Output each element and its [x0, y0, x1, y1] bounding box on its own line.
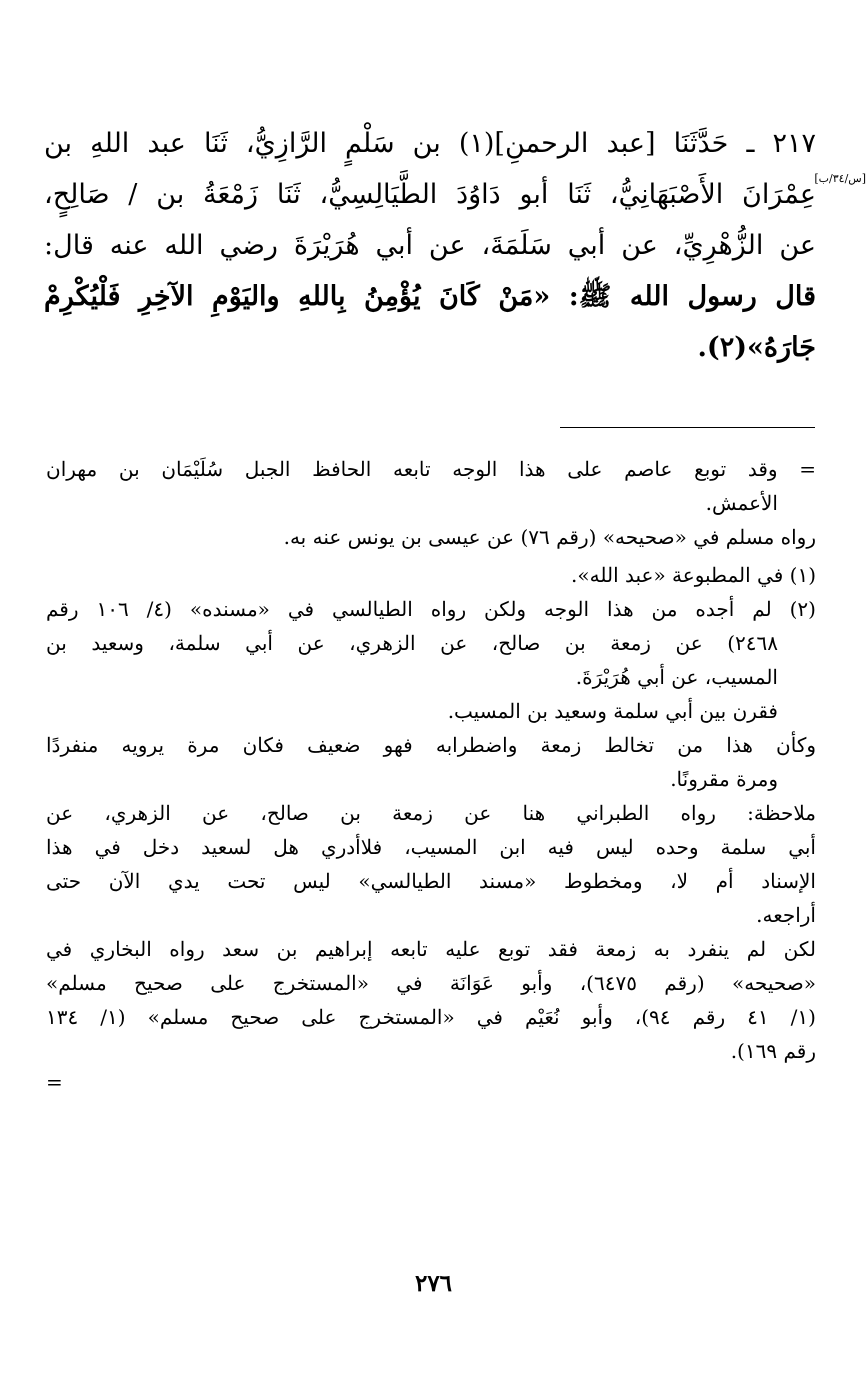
hadith-line-3: عن الزُّهْرِيِّ، عن أبي سَلَمَةَ، عن أبي هُرَيْرَةَ رضي الله عنه قال: — [44, 230, 816, 261]
footnote-2-line-12: «صحيحه» (رقم ٦٤٧٥)، وأبو عَوَانَة في «المستخرج على صحيح مسلم» — [46, 971, 816, 995]
footnote-separator — [560, 427, 815, 428]
hadith-text — [44, 118, 816, 373]
hadith-line-4: قال رسول الله ﷺ: «مَنْ كَانَ يُؤْمِنُ بِاللهِ واليَوْمِ الآخِرِ فَلْيُكْرِمْ — [44, 281, 816, 312]
manuscript-folio-reference: [س/٣٤/ب] — [814, 172, 866, 185]
hadith-line-2: عِمْرَانَ الأَصْبَهَانِيُّ، ثَنَا أبو دَاوُدَ الطَّيَالِسِيُّ، ثَنَا زَمْعَةُ بن / صَالِحٍ، — [44, 179, 816, 210]
footnote-2-line-4: فقرن بين أبي سلمة وسعيد بن المسيب. — [447, 699, 778, 723]
footnote-2-line-1: (٢) لم أجده من هذا الوجه ولكن رواه الطيالسي في «مسنده» (٤/ ١٠٦ رقم — [46, 597, 816, 621]
footnote-2-line-5: وكأن هذا من تخالط زمعة واضطرابه فهو ضعيف فكان مرة يرويه منفردًا — [46, 733, 817, 757]
footnote-2-line-11: لكن لم ينفرد به زمعة فقد توبع عليه تابعه إبراهيم بن سعد رواه البخاري في — [46, 937, 816, 961]
footnote-2-line-14: رقم ١٦٩). — [730, 1039, 816, 1063]
footnote-2-line-6: ومرة مقرونًا. — [670, 767, 778, 791]
footnote-2-line-9: الإسناد أم لا، ومخطوط «مسند الطيالسي» ليس تحت يدي الآن حتى — [46, 869, 816, 893]
page-number: ٢٧٦ — [414, 1270, 453, 1297]
footnote-continuation-line-3: رواه مسلم في «صحيحه» (رقم ٧٦) عن عيسى بن يونس عنه به. — [283, 525, 816, 549]
footnotes — [46, 452, 816, 1096]
footnote-continuation-line-1: = وقد توبع عاصم على هذا الوجه تابعه الحافظ الجبل سُلَيْمَان بن مهران — [46, 457, 816, 481]
footnote-2-line-10: أراجعه. — [756, 903, 816, 927]
hadith-line-1: ٢١٧ ـ حَدَّثَنَا [عبد الرحمنِ](١) بن سَلْمٍ الرَّازِيُّ، ثَنَا عبد اللهِ بن — [44, 128, 816, 159]
footnote-2-line-13: (١/ ٤١ رقم ٩٤)، وأبو نُعَيْم في «المستخرج على صحيح مسلم» (١/ ١٣٤ — [46, 1005, 816, 1029]
footnote-2-line-7: ملاحظة: رواه الطبراني هنا عن زمعة بن صالح، عن الزهري، عن — [46, 801, 816, 825]
footnote-continues-mark: = — [46, 1070, 63, 1094]
footnote-1: (١) في المطبوعة «عبد الله». — [571, 563, 816, 587]
footnote-2-line-3: المسيب، عن أبي هُرَيْرَةَ. — [575, 665, 778, 689]
hadith-line-5: جَارَهُ»(٢). — [697, 332, 816, 363]
footnote-2-line-8: أبي سلمة وحده ليس فيه ابن المسيب، فلاأدري هل لسعيد دخل في هذا — [46, 835, 816, 859]
footnote-continuation-line-2: الأعمش. — [705, 491, 778, 515]
footnote-2-line-2: ٢٤٦٨) عن زمعة بن صالح، عن الزهري، عن أبي سلمة، وسعيد بن — [46, 631, 778, 655]
